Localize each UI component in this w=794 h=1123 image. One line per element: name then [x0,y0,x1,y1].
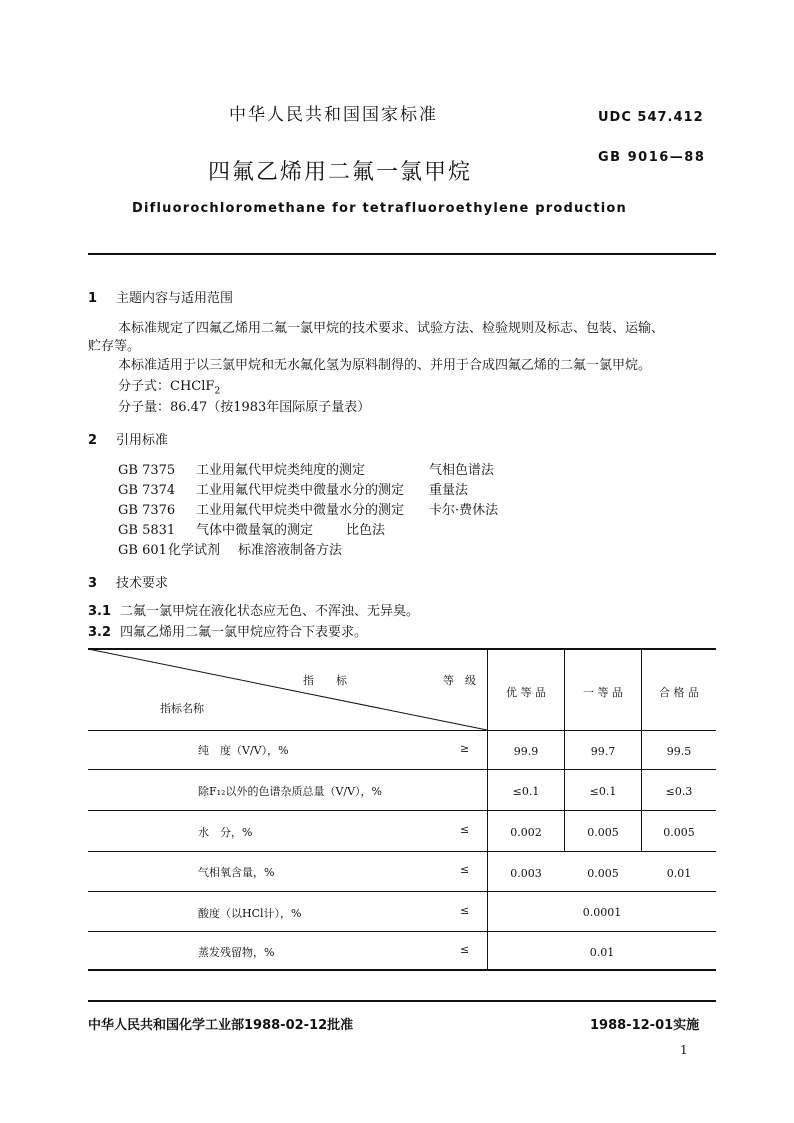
clause-text: 四氟乙烯用二氟一氯甲烷应符合下表要求。 [120,625,368,640]
row-value: 0.005 [663,826,695,839]
row-name: 纯 度（V/V），% [198,744,289,757]
clause-text: 二氟一氯甲烷在液化状态应无色、不浑浊、无异臭。 [120,604,420,619]
reference-method: 比色法 [346,523,386,538]
formula-value: CHClF [170,379,215,394]
table-row-divider [88,851,716,852]
reference-method: 重量法 [429,483,469,498]
row-value: 0.002 [510,826,542,839]
clause-number: 3.1 [88,604,112,619]
gb-standard-number: GB 9016—88 [598,150,706,165]
reference-item [118,479,468,498]
specification-table [88,648,716,971]
row-merged-value: 0.0001 [582,906,622,919]
reference-title: 工业用氟代甲烷类中微量水分的测定 [196,503,405,518]
reference-item [118,459,494,478]
reference-code: GB 7375 [118,463,176,478]
row-value: 0.005 [587,867,619,880]
section-2-heading [88,429,168,448]
reference-method: 标准溶液制备方法 [238,543,343,558]
row-operator: ≤ [460,904,470,917]
section-1-heading [88,287,233,306]
reference-item [118,499,498,518]
reference-item [118,519,385,538]
reference-code: GB 7376 [118,503,176,518]
row-value: 0.003 [510,867,542,880]
reference-code: GB 601 [118,543,167,558]
table-row-divider [88,931,716,932]
section-1-paragraph-1-cont: 贮存等。 [88,339,141,354]
row-value: 0.01 [666,867,692,880]
clause-number: 3.2 [88,625,112,640]
row-operator: ≤ [460,823,470,836]
section-title: 主题内容与适用范围 [116,291,234,306]
reference-method: 卡尔·费休法 [429,503,499,518]
row-value: ≤0.1 [512,785,540,798]
row-value: 0.005 [587,826,619,839]
reference-title: 工业用氟代甲烷类中微量水分的测定 [196,483,405,498]
document-title-en: Difluorochloromethane for tetrafluoroethylene production [132,201,627,216]
reference-item [118,539,342,558]
row-value: ≤0.1 [589,785,617,798]
section-title: 引用标准 [116,433,169,448]
section-number: 3 [88,576,98,591]
section-3-heading [88,572,168,591]
header-grade-label: 等 级 [443,674,476,687]
row-operator: ≥ [460,742,470,755]
table-row-divider [88,810,716,811]
document-title-cn: 四氟乙烯用二氟一氯甲烷 [208,160,473,185]
section-1-paragraph-2: 本标准适用于以三氯甲烷和无水氟化氢为原料制得的、并用于合成四氟乙烯的二氟一氯甲烷。 [118,358,652,373]
clause-3-2 [88,621,367,640]
effective-date: 1988-12-01实施 [590,1018,700,1033]
molecular-formula [118,375,220,397]
section-1-paragraph-1: 本标准规定了四氟乙烯用二氟一氯甲烷的技术要求、试验方法、检验规则及标志、包装、运输、 [118,321,665,336]
row-name: 酸度（以HCl计），% [198,907,302,920]
row-name: 除F₁₂以外的色谱杂质总量（V/V），% [198,785,382,798]
row-name: 蒸发残留物，% [198,946,275,959]
reference-code: GB 5831 [118,523,176,538]
molecular-mass: 分子量：86.47（按1983年国际原子量表） [118,400,371,415]
row-merged-value: 0.01 [589,946,615,959]
row-value: 99.9 [513,745,539,758]
header-divider [88,253,716,255]
grade-header-first: 一 等 品 [583,686,623,699]
page-number: 1 [680,1043,688,1057]
grade-header-premium: 优 等 品 [506,686,546,699]
table-bottom-border [88,969,716,971]
row-value: 99.5 [666,745,692,758]
table-row-divider [88,891,716,892]
header-name-label: 指标名称 [160,702,204,715]
approval-statement: 中华人民共和国化学工业部1988-02-12批准 [88,1018,354,1033]
reference-code: GB 7374 [118,483,176,498]
section-number: 1 [88,291,98,306]
udc-code: UDC 547.412 [598,110,704,125]
table-row-divider [88,769,716,770]
grade-header-qualified: 合 格 品 [659,686,699,699]
row-value: ≤0.3 [665,785,693,798]
reference-method: 气相色谱法 [429,463,495,478]
row-operator: ≤ [460,943,470,956]
row-value: 99.7 [590,745,616,758]
section-number: 2 [88,433,98,448]
formula-label: 分子式： [118,379,171,394]
reference-title: 化学试剂 [168,543,221,558]
row-name: 气相氧含量，% [198,866,275,879]
reference-title: 气体中微量氧的测定 [196,523,314,538]
footer-divider [88,1000,716,1002]
formula-subscript: 2 [214,386,221,397]
standard-organization: 中华人民共和国国家标准 [229,105,438,125]
reference-title: 工业用氟代甲烷类纯度的测定 [196,463,366,478]
row-name: 水 分，% [198,826,253,839]
header-indicator-label: 指 标 [303,674,347,687]
row-operator: ≤ [460,863,470,876]
section-title: 技术要求 [116,576,169,591]
clause-3-1 [88,600,419,619]
header-diagonal-line [88,648,488,731]
